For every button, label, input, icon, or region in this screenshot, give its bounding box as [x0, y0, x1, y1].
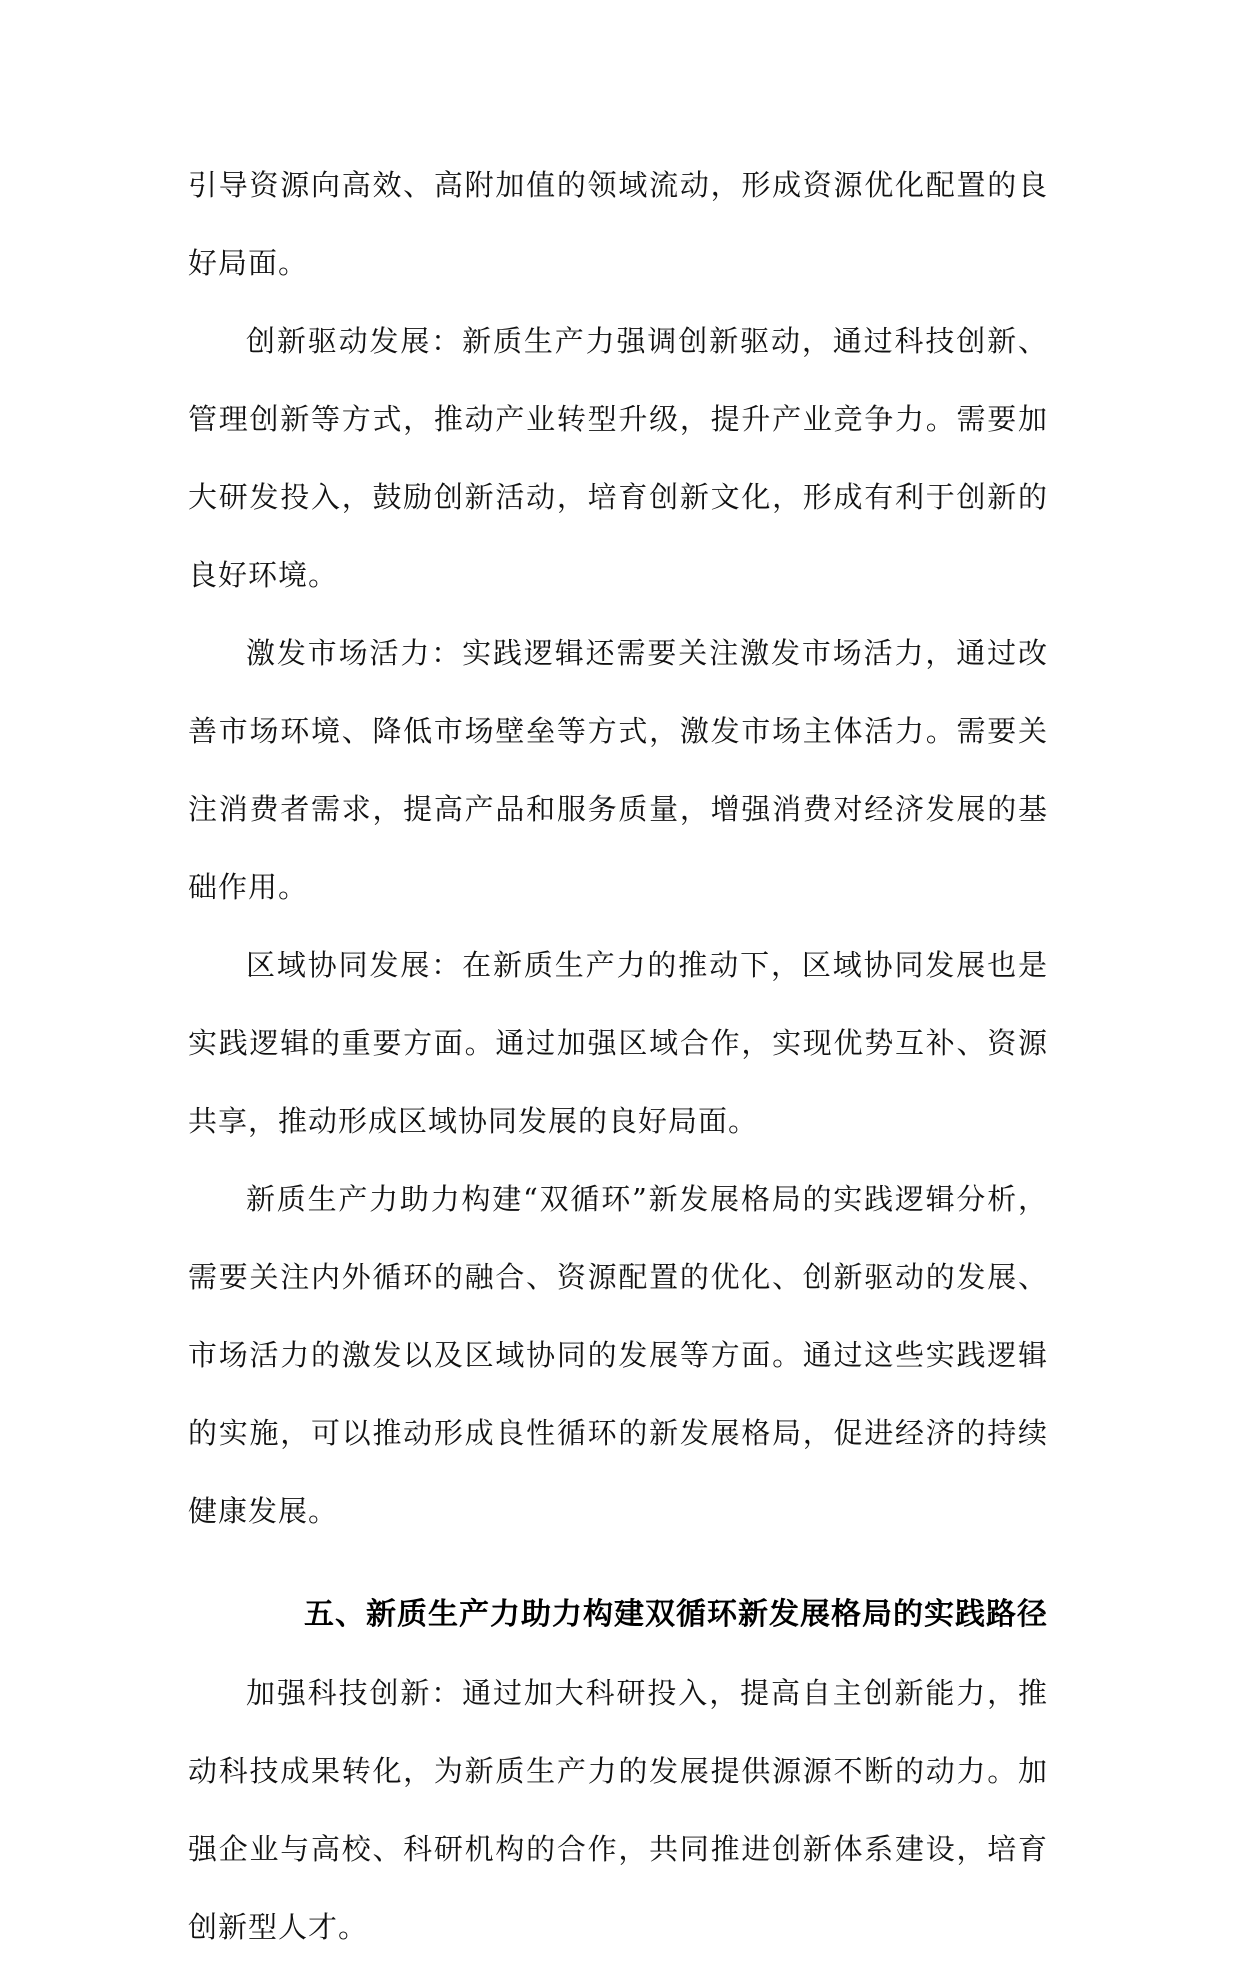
paragraph-market-vitality: 激发市场活力：实践逻辑还需要关注激发市场活力，通过改善市场环境、降低市场壁垒等方式，激发市场主体活力。需要关注消费者需求，提高产品和服务质量，增强消费对经济发展的基础作用。	[188, 636, 1048, 904]
paragraph-summary: 新质生产力助力构建“双循环”新发展格局的实践逻辑分析，需要关注内外循环的融合、资源配置的优化、创新驱动的发展、市场活力的激发以及区域协同的发展等方面。通过这些实践逻辑的实施，可以推动形成良性循环的新发展格局，促进经济的持续健康发展。	[188, 1182, 1048, 1528]
paragraph-regional-coordination: 区域协同发展：在新质生产力的推动下，区域协同发展也是实践逻辑的重要方面。通过加强区域合作，实现优势互补、资源共享，推动形成区域协同发展的良好局面。	[188, 948, 1048, 1138]
document-body	[188, 146, 1048, 1966]
paragraph-tech-innovation: 加强科技创新：通过加大科研投入，提高自主创新能力，推动科技成果转化，为新质生产力的发展提供源源不断的动力。加强企业与高校、科研机构的合作，共同推进创新体系建设，培育创新型人才。	[188, 1676, 1048, 1944]
paragraph-innovation-driven: 创新驱动发展：新质生产力强调创新驱动，通过科技创新、管理创新等方式，推动产业转型升级，提升产业竞争力。需要加大研发投入，鼓励创新活动，培育创新文化，形成有利于创新的良好环境。	[188, 324, 1048, 592]
paragraph-continued: 引导资源向高效、高附加值的领域流动，形成资源优化配置的良好局面。	[188, 168, 1048, 280]
section-heading: 五、新质生产力助力构建双循环新发展格局的实践路径	[304, 1597, 1048, 1632]
